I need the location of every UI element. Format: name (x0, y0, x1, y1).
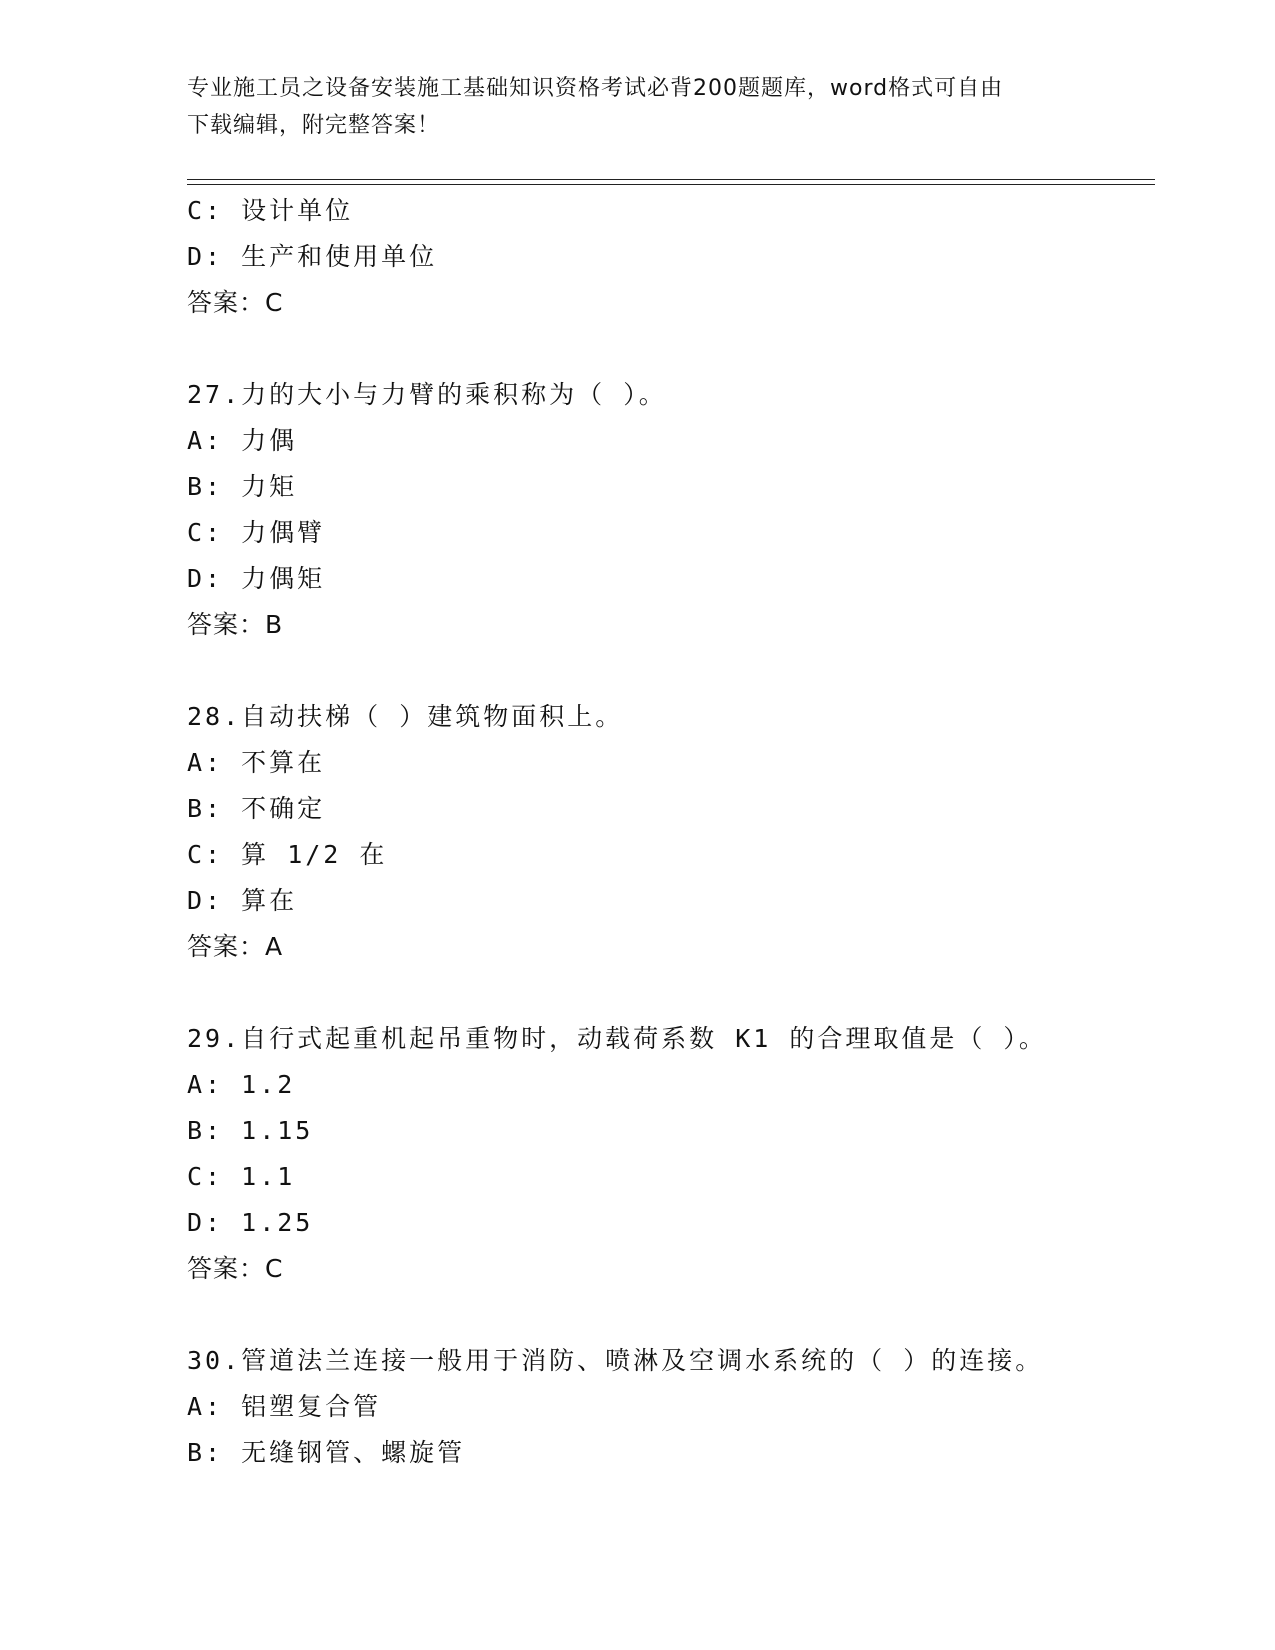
option-d: D: 生产和使用单位 (187, 242, 438, 271)
option-a: A: 力偶 (187, 426, 298, 455)
header-line-1: 专业施工员之设备安装施工基础知识资格考试必背200题题库，word格式可自由 (187, 76, 1004, 101)
question-29 (187, 1016, 1147, 1292)
spacer (187, 1292, 1147, 1338)
option-c: C: 力偶臂 (187, 518, 326, 547)
option-b: B: 不确定 (187, 794, 326, 823)
option-a: A: 不算在 (187, 748, 326, 777)
option-c: C: 1.1 (187, 1162, 296, 1191)
header-rule-top (187, 179, 1155, 180)
document-header (187, 70, 1067, 144)
option-d: D: 算在 (187, 886, 298, 915)
question-list (187, 188, 1147, 1476)
question-fragment (187, 188, 1147, 326)
option-c: C: 算 1/2 在 (187, 840, 388, 869)
answer-line: 答案：B (187, 610, 284, 639)
question-stem: 29.自行式起重机起吊重物时，动载荷系数 K1 的合理取值是（ ）。 (187, 1024, 1047, 1053)
spacer (187, 970, 1147, 1016)
option-b: B: 无缝钢管、螺旋管 (187, 1438, 466, 1467)
header-line-2: 下载编辑，附完整答案！ (187, 113, 441, 138)
question-stem: 28.自动扶梯（ ）建筑物面积上。 (187, 702, 624, 731)
option-a: A: 1.2 (187, 1070, 296, 1099)
option-c: C: 设计单位 (187, 196, 354, 225)
question-27 (187, 372, 1147, 648)
option-a: A: 铝塑复合管 (187, 1392, 382, 1421)
spacer (187, 648, 1147, 694)
option-d: D: 力偶矩 (187, 564, 326, 593)
question-30 (187, 1338, 1147, 1476)
answer-line: 答案：C (187, 288, 284, 317)
spacer (187, 326, 1147, 372)
question-stem: 30.管道法兰连接一般用于消防、喷淋及空调水系统的（ ）的连接。 (187, 1346, 1044, 1375)
header-rule-bottom (187, 184, 1155, 185)
option-b: B: 力矩 (187, 472, 298, 501)
answer-line: 答案：A (187, 932, 284, 961)
option-d: D: 1.25 (187, 1208, 314, 1237)
option-b: B: 1.15 (187, 1116, 314, 1145)
answer-line: 答案：C (187, 1254, 284, 1283)
question-stem: 27.力的大小与力臂的乘积称为（ ）。 (187, 380, 667, 409)
question-28 (187, 694, 1147, 970)
